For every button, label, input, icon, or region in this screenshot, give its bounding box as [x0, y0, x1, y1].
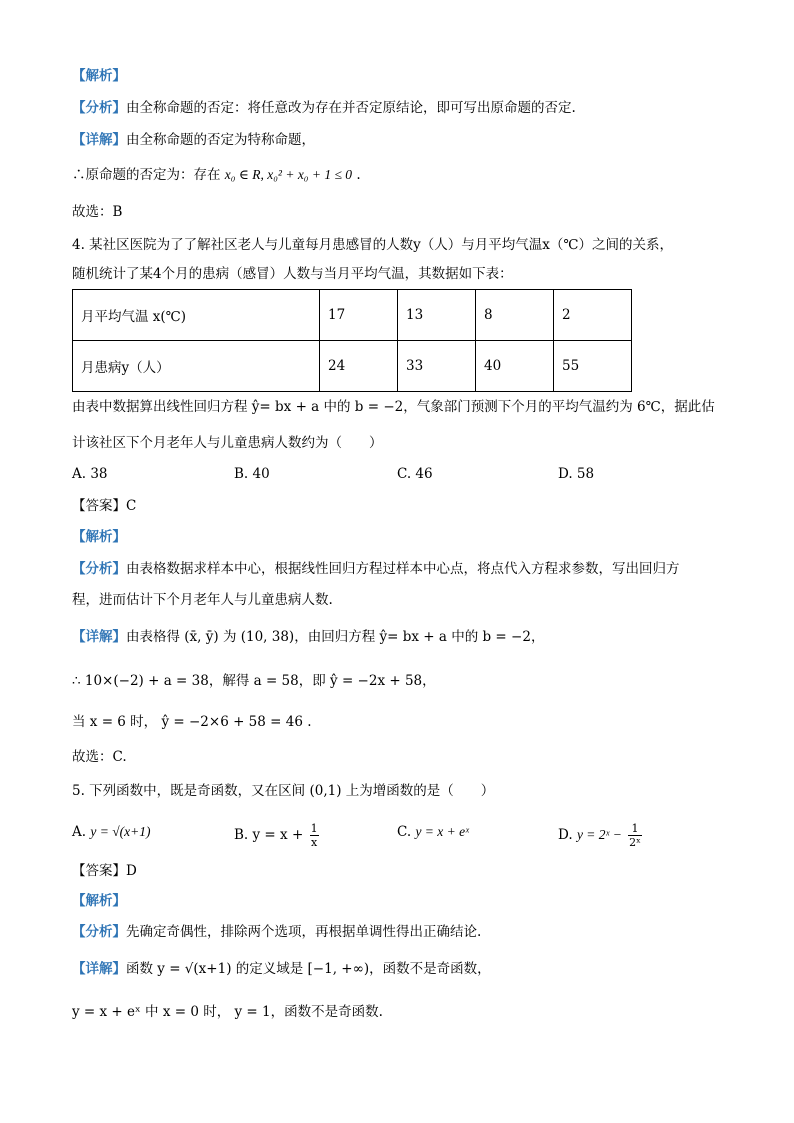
q5-detail-line1: 【详解】函数 y = √(x+1) 的定义域是 [−1, +∞)，函数不是奇函数，: [72, 961, 491, 977]
q4-after-line1: 由表中数据算出线性回归方程 ŷ= bx + a 中的 b = −2，气象部门预测下个月的平均气温约为 6℃，据此估: [72, 399, 715, 415]
q4-stem-line1: 4. 某社区医院为了了解社区老人与儿童每月患感冒的人数y（人）与月平均气温x（℃）之间的关系，: [72, 237, 674, 253]
q4-option-c: C. 46: [397, 466, 433, 482]
table-cell: 40: [476, 341, 554, 392]
table-cell-label: 月平均气温 x(℃): [73, 290, 320, 341]
table-row: [73, 341, 632, 392]
fraction: $\frac{1}{x}$: [310, 822, 318, 849]
table-cell-label: 月患病y（人）: [73, 341, 320, 392]
q5-jiexi-tag: 【解析】: [72, 893, 126, 909]
table-cell: 33: [398, 341, 476, 392]
table-row: [73, 290, 632, 341]
q4-answer: 【答案】C: [72, 498, 137, 514]
q4-choice: 故选：C.: [72, 749, 127, 765]
q5-answer: 【答案】D: [72, 863, 137, 879]
q4-stem-line2: 随机统计了某4个月的患病（感冒）人数与当月平均气温，其数据如下表：: [72, 266, 513, 282]
q3-negation: ∴原命题的否定为：存在 x₀ ∈ R, x₀² + x₀ + 1 ≤ 0 .: [72, 167, 361, 183]
q4-analysis-line1: 【分析】由表格数据求样本中心，根据线性回归方程过样本中心点，将点代入方程求参数，写出回归方: [72, 561, 680, 577]
q3-jiexi-tag: 【解析】: [72, 68, 126, 84]
q4-detail-line1: 【详解】由表格得 (x̄, ȳ) 为 (10, 38)，由回归方程 ŷ= bx + a 中的 b = −2，: [72, 629, 545, 645]
table-cell: 2: [554, 290, 632, 341]
q5-option-c: C. y = x + eˣ: [397, 824, 469, 840]
q4-option-a: A. 38: [72, 466, 108, 482]
fraction: $\frac{1}{\text{2ˣ}}$: [629, 822, 641, 849]
table-cell: 17: [320, 290, 398, 341]
q4-jiexi-tag: 【解析】: [72, 529, 126, 545]
table-cell: 55: [554, 341, 632, 392]
table-cell: 8: [476, 290, 554, 341]
q4-option-d: D. 58: [558, 466, 595, 482]
q5-analysis: 【分析】先确定奇偶性，排除两个选项，再根据单调性得出正确结论.: [72, 924, 482, 940]
q5-option-b: B. y = x + $\frac{1}{x}$: [234, 822, 318, 849]
q3-choice: 故选：B: [72, 204, 123, 220]
q5-option-d: D. y = 2ˣ − $\frac{1}{\text{2ˣ}}$: [558, 822, 641, 849]
q5-stem: 5. 下列函数中，既是奇函数，又在区间 (0,1) 上为增函数的是（ ）: [72, 783, 495, 799]
table-cell: 24: [320, 341, 398, 392]
q5-options: [72, 822, 722, 854]
q4-detail-line3: 当 x = 6 时， ŷ = −2×6 + 58 = 46 .: [72, 714, 312, 730]
q4-option-b: B. 40: [234, 466, 270, 482]
q3-detail: 【详解】由全称命题的否定为特称命题，: [72, 132, 315, 148]
q4-after-line2: 计该社区下个月老年人与儿童患病人数约为（ ）: [72, 435, 383, 451]
table-cell: 13: [398, 290, 476, 341]
q5-detail-line2: y = x + eˣ 中 x = 0 时， y = 1，函数不是奇函数.: [72, 1004, 383, 1020]
q5-option-a: A. y = √(x+1): [72, 824, 151, 840]
q3-analysis: 【分析】由全称命题的否定：将任意改为存在并否定原结论，即可写出原命题的否定.: [72, 100, 576, 116]
q4-analysis-line2: 程，进而估计下个月老年人与儿童患病人数.: [72, 592, 333, 608]
q4-detail-line2: ∴ 10×(−2) + a = 38，解得 a = 58，即 ŷ = −2x + 58，: [72, 673, 436, 689]
q4-data-table: [72, 289, 632, 392]
